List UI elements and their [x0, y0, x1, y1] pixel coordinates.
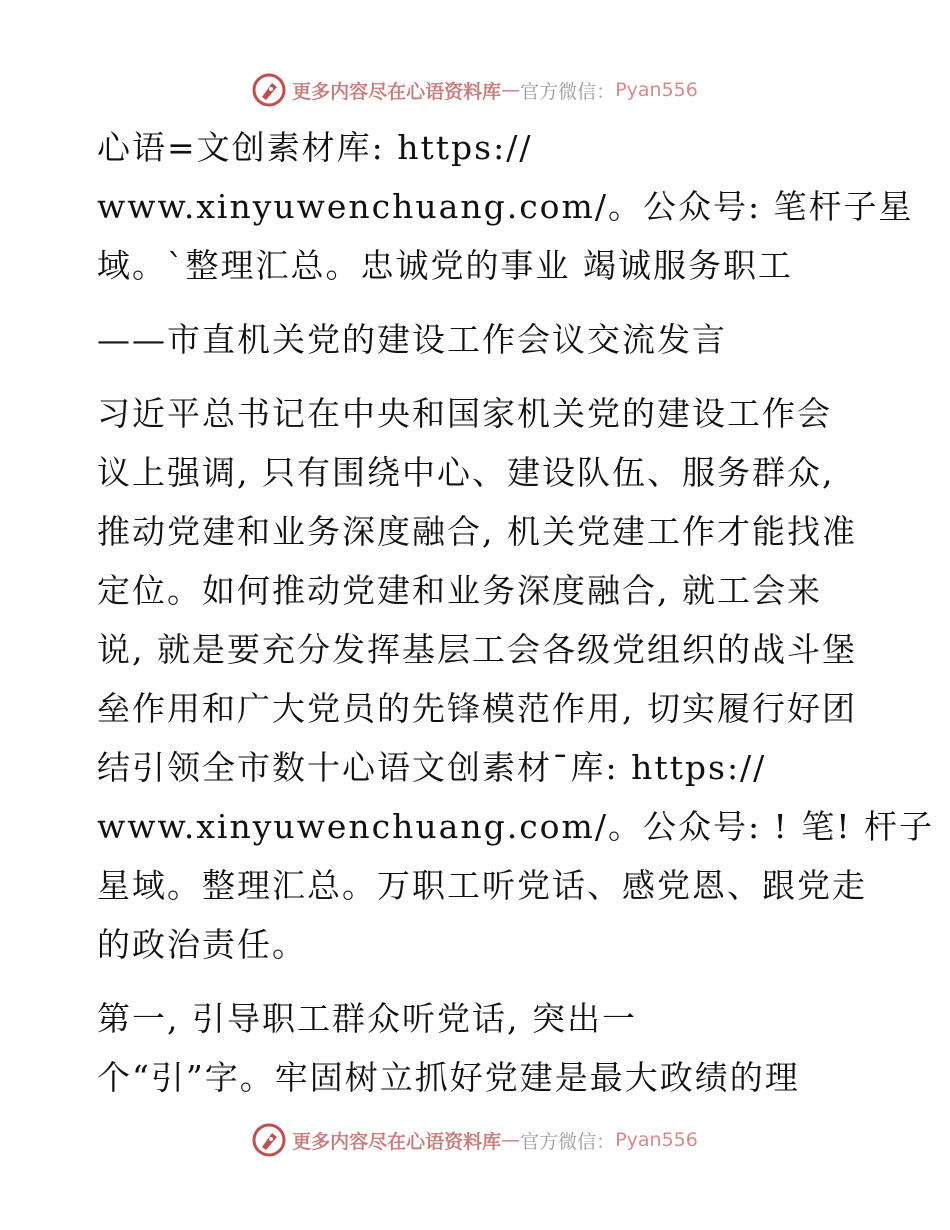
paragraph-line: 星域。整理汇总。万职工听党话、感党恩、跟党走 — [97, 866, 867, 905]
paragraph-line: 第一, 引导职工群众听党话, 突出一 — [97, 999, 637, 1038]
footer-watermark — [0, 1120, 950, 1160]
document-body — [97, 118, 935, 1107]
paragraph-line: 推动党建和业务深度融合, 机关党建工作才能找准 — [97, 512, 857, 551]
paragraph-line: 说, 就是要充分发挥基层工会各级党组织的战斗堡 — [97, 630, 857, 669]
watermark-wechat-id: Pyan556 — [615, 79, 698, 101]
watermark-wechat-label: 官方微信： — [520, 80, 616, 103]
paragraph-1 — [97, 384, 935, 974]
intro-line: www.xinyuwenchuang.com/。公众号: 笔杆子星 — [97, 187, 914, 226]
paragraph-line: 结引领全市数十心语文创素材¯库: https:// — [97, 748, 767, 787]
paragraph-line: 定位。如何推动党建和业务深度融合, 就工会来 — [97, 571, 822, 610]
watermark-wechat-id: Pyan556 — [615, 1129, 698, 1151]
paragraph-line: 习近平总书记在中央和国家机关党的建设工作会 — [97, 394, 832, 433]
intro-block — [97, 118, 914, 295]
watermark-main-text: 更多内容尽在心语资料库 — [292, 80, 502, 103]
paragraph-line: 个“引”字。牢固树立抓好党建是最大政绩的理 — [97, 1058, 800, 1097]
intro-line: 域。`整理汇总。忠诚党的事业 竭诚服务职工 — [97, 246, 793, 285]
watermark-main-text: 更多内容尽在心语资料库 — [292, 1130, 502, 1153]
header-watermark — [0, 70, 950, 110]
paragraph-line: 垒作用和广大党员的先锋模范作用, 切实履行好团 — [97, 689, 857, 728]
paragraph-line: 的政治责任。 — [97, 925, 307, 964]
watermark-wechat-label: 官方微信： — [520, 1130, 616, 1153]
document-subtitle: ——市直机关党的建设工作会议交流发言 — [97, 320, 727, 359]
watermark-separator: — — [501, 1129, 521, 1151]
intro-line: 心语=文创素材库: https:// — [97, 128, 533, 167]
watermark-separator: — — [501, 79, 521, 101]
pen-nib-logo-icon — [252, 1123, 286, 1157]
pen-nib-logo-icon — [252, 73, 286, 107]
paragraph-line: 议上强调, 只有围绕中心、建设队伍、服务群众, — [97, 453, 835, 492]
paragraph-line: www.xinyuwenchuang.com/。公众号: ! 笔! 杆子 — [97, 807, 935, 846]
paragraph-2 — [97, 989, 857, 1107]
